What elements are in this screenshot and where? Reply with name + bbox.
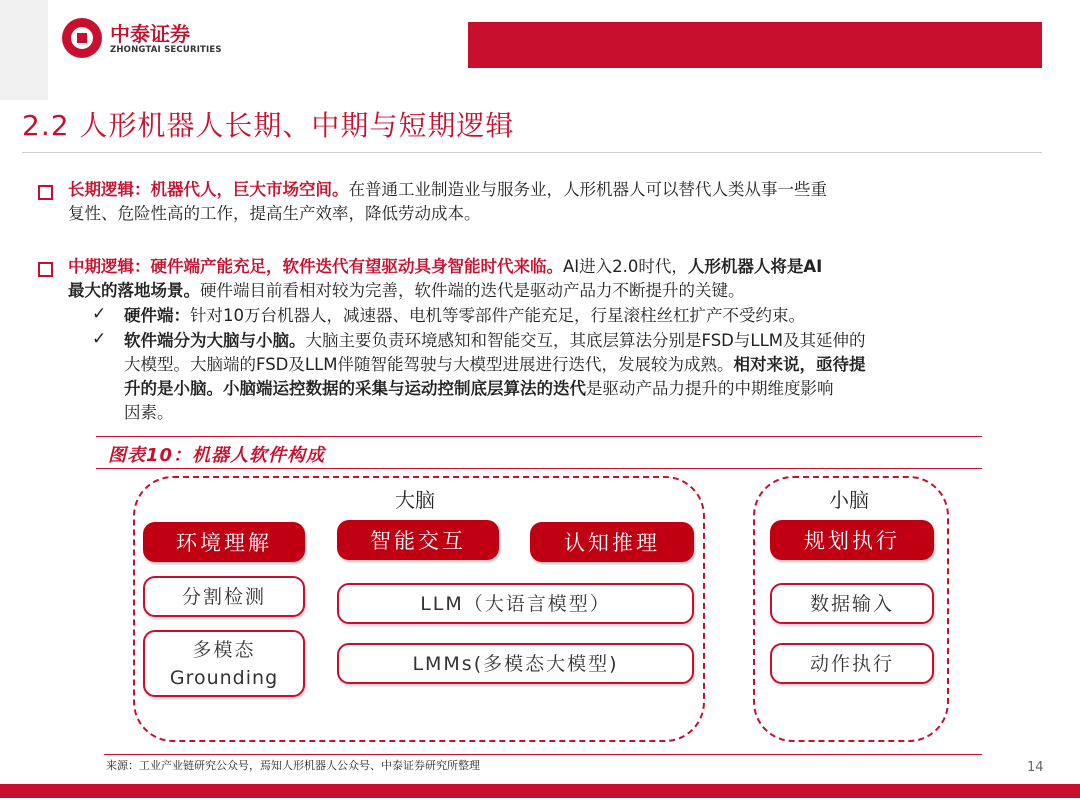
bullet-square-icon bbox=[38, 262, 53, 277]
software-line3: 是驱动产品力提升的中期维度影响 bbox=[586, 379, 834, 398]
item-segmentation-detection: 分割检测 bbox=[143, 576, 305, 617]
logo-text-en: ZHONGTAI SECURITIES bbox=[110, 45, 222, 55]
item-data-input: 数据输入 bbox=[770, 583, 934, 624]
mid-term-paragraph bbox=[68, 255, 1043, 303]
mid-term-heading: 中期逻辑：硬件端产能充足，软件迭代有望驱动具身智能时代来临。 bbox=[68, 257, 563, 276]
software-line3-bold: 升的是小脑。小脑端运控数据的采集与运动控制底层算法的迭代 bbox=[124, 379, 586, 398]
hardware-paragraph bbox=[124, 304, 1044, 328]
item-lmms: LMMs(多模态大模型) bbox=[337, 643, 694, 684]
check-icon: ✓ bbox=[92, 329, 107, 349]
page-title: 2.2 人形机器人长期、中期与短期逻辑 bbox=[22, 109, 515, 142]
source-note: 来源：工业产业链研究公众号，焉知人形机器人公众号、中泰证券研究所整理 bbox=[106, 759, 480, 772]
item-multimodal-line1: 多模态 bbox=[192, 638, 256, 661]
mid-term-line2-rest: 硬件端目前看相对较为完善，软件端的迭代是驱动产品力不断提升的关键。 bbox=[200, 281, 745, 300]
title-divider bbox=[22, 152, 1042, 153]
page-number: 14 bbox=[1027, 760, 1044, 775]
left-gray-bar bbox=[0, 0, 48, 100]
hardware-body: 针对10万台机器人，减速器、电机等零部件产能充足，行星滚柱丝杠扩产不受约束。 bbox=[190, 306, 805, 325]
company-logo bbox=[62, 18, 232, 62]
long-term-line2: 复性、危险性高的工作，提高生产效率，降低劳动成本。 bbox=[68, 204, 481, 223]
logo-text-cn: 中泰证券 bbox=[110, 22, 190, 46]
item-llm: LLM（大语言模型） bbox=[337, 583, 694, 624]
long-term-paragraph bbox=[68, 178, 1043, 226]
mid-term-line2-bold: 最大的落地场景。 bbox=[68, 281, 200, 300]
brain-label: 大脑 bbox=[395, 488, 435, 512]
long-term-heading: 长期逻辑：机器代人，巨大市场空间。 bbox=[68, 180, 349, 199]
software-paragraph bbox=[124, 329, 1049, 425]
category-environment-understanding: 环境理解 bbox=[143, 522, 305, 562]
header-red-bar bbox=[468, 22, 1042, 68]
bullet-square-icon bbox=[38, 185, 53, 200]
figure-top-rule bbox=[96, 436, 982, 437]
mid-term-body-a: AI进入2.0时代， bbox=[563, 257, 688, 276]
category-intelligent-interaction: 智能交互 bbox=[337, 520, 499, 560]
item-multimodal-grounding bbox=[143, 630, 305, 697]
software-body-1: 大脑主要负责环境感知和智能交互，其底层算法分别是FSD与LLM及其延伸的 bbox=[305, 331, 866, 350]
long-term-body: 在普通工业制造业与服务业，人形机器人可以替代人类从事一些重 bbox=[348, 180, 827, 199]
hardware-heading: 硬件端： bbox=[124, 306, 190, 325]
logo-mark-icon bbox=[62, 18, 102, 58]
software-line2: 大模型。大脑端的FSD及LLM伴随智能驾驶与大模型进展进行迭代，发展较为成熟。 bbox=[124, 355, 734, 374]
category-cognitive-reasoning: 认知推理 bbox=[530, 522, 694, 562]
footer-red-bar bbox=[0, 784, 1080, 798]
item-action-execution: 动作执行 bbox=[770, 643, 934, 684]
cerebellum-label: 小脑 bbox=[829, 488, 869, 512]
software-heading: 软件端分为大脑与小脑。 bbox=[124, 331, 306, 350]
check-icon: ✓ bbox=[92, 304, 107, 324]
software-line4: 因素。 bbox=[124, 403, 174, 422]
category-planning-execution: 规划执行 bbox=[770, 520, 934, 560]
source-rule bbox=[104, 754, 982, 755]
figure-title: 图表10：机器人软件构成 bbox=[108, 445, 326, 466]
figure-title-rule bbox=[96, 468, 982, 469]
software-line2-bold: 相对来说，亟待提 bbox=[733, 355, 866, 374]
mid-term-bold-a: 人形机器人将是AI bbox=[687, 257, 823, 276]
item-multimodal-line2: Grounding bbox=[169, 666, 279, 689]
